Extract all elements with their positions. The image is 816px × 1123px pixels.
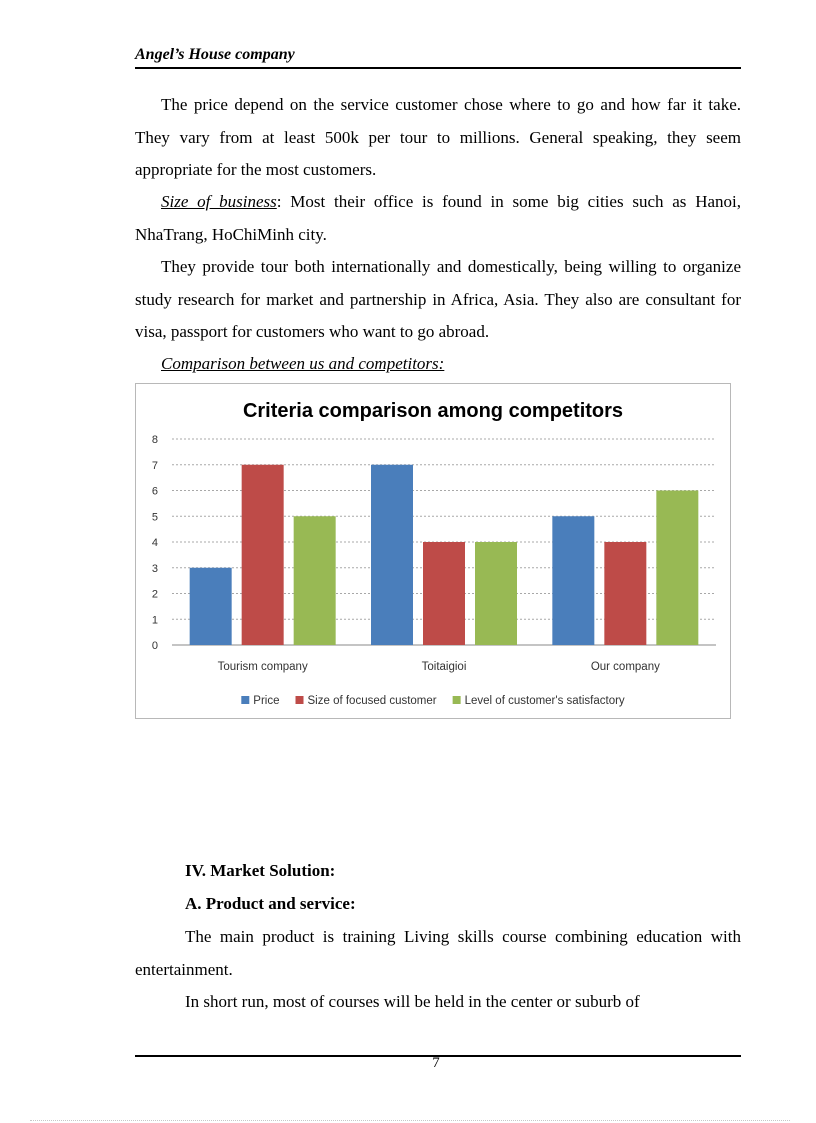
page-number: 7 [432, 1055, 440, 1071]
y-tick-label: 7 [151, 459, 158, 472]
chart-y-ticks [152, 434, 158, 652]
chart-title: Criteria comparison among competitors [242, 400, 624, 422]
paragraph-size [135, 186, 741, 251]
comparison-heading: Comparison between us and competitors: [161, 354, 445, 373]
bar-2-1 [475, 542, 517, 645]
chart-container [135, 383, 731, 719]
legend-swatch-2 [453, 696, 461, 704]
heading-market-solution: IV. Market Solution: [185, 861, 336, 880]
legend-swatch-0 [241, 696, 249, 704]
bar-1-0 [242, 465, 284, 645]
bar-2-0 [294, 516, 336, 645]
y-tick-label: 4 [151, 537, 158, 549]
heading-product-service: A. Product and service: [185, 894, 356, 913]
size-of-business-label: Size of business [161, 192, 277, 211]
y-tick-label: 6 [151, 485, 158, 498]
paragraph-provide-text: They provide tour both internationally and domestically, being willing to organize study research for market and partnership in Africa, Asia. They also are consultant for visa, passport for customers who want to go abroad. [135, 257, 741, 341]
size-of-business-text: : Most their office is found in some big cities such as Hanoi, NhaTrang, HoChiMinh city. [135, 192, 741, 244]
chart-bars [190, 465, 699, 645]
legend-swatch-1 [296, 696, 304, 704]
y-tick-label: 8 [151, 434, 158, 446]
paragraph-provide [135, 251, 741, 349]
bar-2-2 [656, 491, 698, 646]
header-rule [135, 67, 741, 69]
bar-0-2 [552, 516, 594, 645]
legend-label-0: Price [253, 695, 280, 707]
paragraph-main-product [135, 921, 741, 986]
paragraph-short-run [135, 986, 741, 1019]
paragraph-price [135, 89, 741, 187]
y-tick-label: 5 [151, 511, 158, 524]
bar-0-0 [190, 568, 232, 645]
y-tick-label: 1 [151, 614, 158, 627]
paragraph-price-text: The price depend on the service customer chose where to go and how far it take. They vary from at least 500k per tour to millions. General speaking, they seem appropriate for the most customers. [135, 95, 741, 179]
x-category-label: Our company [590, 661, 660, 673]
paragraph-comparison [135, 348, 741, 381]
header-company: Angel’s House company [135, 46, 295, 63]
y-tick-label: 2 [151, 588, 158, 601]
legend-label-1: Size of focused customer [307, 695, 437, 707]
paragraph-main-product-text: The main product is training Living skills course combining education with entertainment. [135, 927, 741, 979]
bar-1-1 [423, 542, 465, 645]
y-tick-label: 3 [151, 562, 158, 575]
y-tick-label: 0 [151, 640, 158, 652]
x-category-label: Tourism company [217, 661, 308, 673]
bar-chart [136, 384, 730, 718]
chart-legend [241, 695, 625, 707]
bar-1-2 [604, 542, 646, 645]
page-bottom-dotted-line [30, 1120, 790, 1121]
x-category-label: Toitaigioi [421, 661, 467, 673]
paragraph-short-run-text: In short run, most of courses will be held in the center or suburb of [185, 992, 640, 1011]
bar-0-1 [371, 465, 413, 645]
legend-label-2: Level of customer's satisfactory [464, 695, 625, 707]
chart-x-labels [218, 661, 660, 673]
